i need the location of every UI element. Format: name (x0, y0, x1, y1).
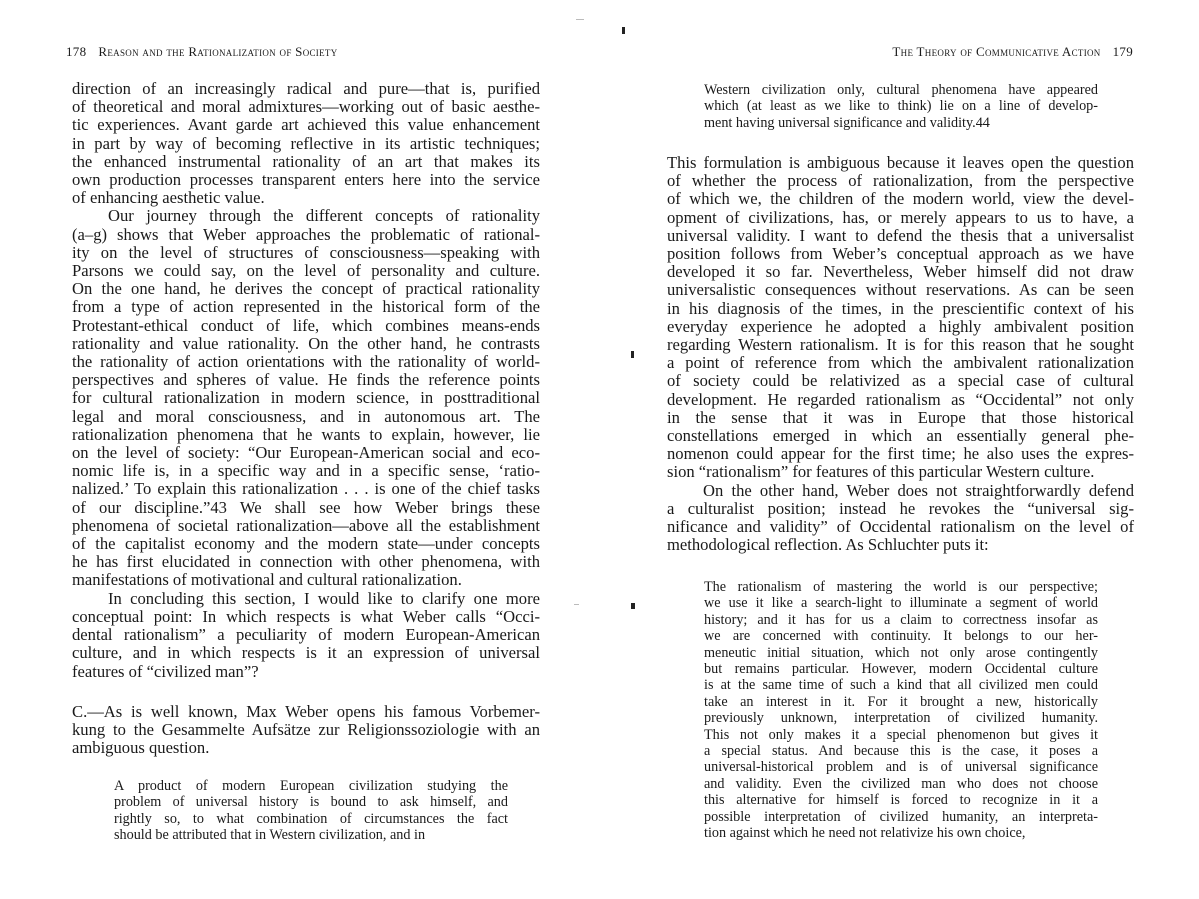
text-line: we use it like a search-light to illuminate a segment of world (704, 595, 1098, 612)
text-line: possible interpretation of civilized humanity, an interpreta- (704, 808, 1098, 825)
text-line: he has first elucidated in connection with other phenomena, with (72, 552, 540, 572)
left-block-quote (114, 778, 508, 844)
text-line: in his diagnosis of the times, in the prescientific context of his (667, 298, 1134, 318)
text-line: In concluding this section, I would like to clarify one more (108, 588, 540, 608)
text-line: previously unknown, interpretation of civilized humanity. (704, 710, 1098, 727)
left-paragraph-2 (72, 207, 540, 589)
text-line: of our discipline.”43 We shall see how Weber brings these (72, 497, 540, 517)
text-line: problem of universal history is bound to ask himself, and (114, 794, 508, 811)
text-line: A product of modern European civilization studying the (114, 778, 508, 794)
text-line: of society could be relativized as a special case of cultural (667, 371, 1134, 391)
text-line: universal-historical problem and is of universal significance (704, 759, 1098, 776)
text-line: in part by way of becoming reflective in its artistic techniques; (72, 133, 540, 153)
text-line: should be attributed that in Western civilization, and in (114, 827, 426, 844)
text-line: On the one hand, he derives the concept of practical rationality (72, 279, 540, 299)
left-paragraph-4 (72, 703, 540, 758)
text-line: kung to the Gesammelte Aufsätze zur Religionssoziologie with an (72, 720, 540, 740)
text-line: a point of reference from which the ambivalent rationalization (667, 353, 1134, 373)
right-block-quote-top (704, 82, 1098, 131)
text-line: conceptual point: In which respects is what Weber calls “Occi- (72, 606, 540, 626)
text-line: rightly so, to what combination of circumstances the fact (114, 810, 508, 827)
right-paragraph-1 (667, 154, 1134, 482)
text-line: this alternative for himself is forced to recognize in it a (704, 792, 1098, 809)
text-line: tic experiences. Avant garde art achieved this value enhancement (72, 115, 540, 135)
right-running-head (892, 44, 1133, 60)
right-page (600, 0, 1199, 899)
text-line: development. He regarded rationalism as “Occidental” not only (667, 389, 1134, 409)
text-line: ambiguous question. (72, 738, 210, 758)
text-line: but remains particular. However, modern Occidental culture (704, 661, 1098, 678)
text-line: tion against which he need not relativize his own choice, (704, 825, 1026, 842)
text-line: regarding Western rationalism. It is for this reason that he sought (667, 335, 1134, 355)
text-line: nificance and validity” of Occidental rationalism on the level of (667, 517, 1134, 537)
text-line: the enhanced instrumental rationality of an art that makes its (72, 151, 540, 171)
text-line: on the level of society: “Our European-American social and eco- (72, 443, 540, 463)
text-line: perspectives and spheres of value. He finds the reference points (72, 370, 540, 390)
text-line: opment of civilizations, has, or merely appears to us to have, a (667, 207, 1134, 227)
text-line: This not only makes it a special phenomenon but gives it (704, 726, 1098, 743)
left-paragraph-3 (72, 590, 540, 681)
text-line: features of “civilized man”? (72, 661, 259, 681)
text-line: of which we, the children of the modern world, view the devel- (667, 189, 1134, 209)
text-line: from a type of action represented in the historical form of the (72, 297, 540, 317)
text-line: of the capitalist economy and the modern state—under concepts (72, 534, 540, 554)
text-line: This formulation is ambiguous because it leaves open the question (667, 153, 1134, 172)
text-line: manifestations of motivational and cultural rationalization. (72, 570, 462, 590)
text-line: Protestant-ethical conduct of life, which combines means-ends (72, 315, 540, 335)
scan-speck (574, 604, 579, 605)
text-line: Western civilization only, cultural phenomena have appeared (704, 82, 1098, 98)
text-line: rationality and value rationality. On the other hand, he contrasts (72, 333, 540, 353)
text-line: methodological reflection. As Schluchter puts it: (667, 535, 989, 555)
text-line: culture, and in which respects is it an expression of universal (72, 643, 540, 663)
text-line: a culturalist position; instead he revokes the “universal sig- (667, 498, 1134, 518)
left-running-head-title: Reason and the Rationalization of Society (98, 44, 338, 59)
right-paragraph-2 (667, 482, 1134, 555)
text-line: Parsons we could say, on the level of personality and culture. (72, 261, 540, 281)
left-body-text (72, 80, 540, 681)
text-line: is at the same time of such a kind that all civilized men could (704, 677, 1098, 694)
text-line: and validity. Even the civilized man who does not choose (704, 775, 1098, 792)
text-line: of enhancing aesthetic value. (72, 188, 265, 208)
text-line: we are concerned with continuity. It belongs to our her- (704, 628, 1098, 645)
text-line: in the sense that it was in Europe that those historical (667, 407, 1134, 427)
right-block-quote-bottom (704, 579, 1098, 842)
right-page-number: 179 (1112, 44, 1133, 59)
right-body-text (667, 154, 1134, 554)
left-section-c (72, 703, 540, 758)
text-line: position follows from Weber’s conceptual approach as we have (667, 244, 1134, 264)
text-line: universal validity. I want to defend the thesis that a universalist (667, 225, 1134, 245)
text-line: Our journey through the different concepts of rationality (108, 206, 540, 226)
text-line: nomenon could appear for the first time; he also uses the expres- (667, 444, 1134, 464)
text-line: (a–g) shows that Weber approaches the problematic of rational- (72, 224, 540, 244)
text-line: everyday experience he adopted a highly ambivalent position (667, 316, 1134, 336)
text-line: of theoretical and moral admixtures—working out of basic aesthe- (72, 97, 540, 117)
scan-speck (576, 19, 584, 20)
text-line: nomic life is, in a specific way and in a specific sense, ‘ratio- (72, 461, 540, 481)
scan-speck (622, 27, 625, 34)
text-line: direction of an increasingly radical and pure—that is, purified (72, 79, 540, 98)
text-line: On the other hand, Weber does not straightforwardly defend (703, 480, 1134, 500)
scan-speck (631, 351, 634, 358)
text-line: dental rationalism” a peculiarity of modern European-American (72, 625, 540, 645)
text-line: phenomena of societal rationalization—above all the establishment (72, 515, 540, 535)
left-page-number: 178 (66, 44, 87, 59)
left-page (0, 0, 599, 899)
text-line: universalistic consequences without reservations. As can be seen (667, 280, 1134, 300)
text-line: rationalization phenomena that he wants to explain, however, lie (72, 424, 540, 444)
text-line: history; and it has for us a claim to correctness insofar as (704, 611, 1098, 628)
left-running-head (66, 44, 338, 60)
text-line: sion “rationalism” for features of this particular Western culture. (667, 462, 1095, 482)
text-line: nalized.’ To explain this rationalization . . . is one of the chief tasks (72, 479, 540, 499)
text-line: a special status. And because this is the case, it poses a (704, 743, 1098, 760)
text-line: own production processes transparent enters here into the service (72, 170, 540, 190)
text-line: constellations emerged in which an essentially general phe- (667, 426, 1134, 446)
left-paragraph-1 (72, 80, 540, 207)
text-line: the rationality of action orientations with the rationality of world- (72, 352, 540, 372)
text-line: legal and moral consciousness, and in autonomous art. The (72, 406, 540, 426)
text-line: ment having universal significance and validity.44 (704, 114, 990, 131)
scan-speck (631, 603, 635, 609)
text-line: C.—As is well known, Max Weber opens his famous Vorbemer- (72, 702, 540, 721)
text-line: take an interest in it. For it brought a new, historically (704, 693, 1098, 710)
text-line: which (at least as we like to think) lie on a line of develop- (704, 98, 1098, 115)
text-line: for cultural rationalization in modern science, in posttraditional (72, 388, 540, 408)
text-line: developed it so far. Nevertheless, Weber himself did not draw (667, 262, 1134, 282)
text-line: The rationalism of mastering the world is our perspective; (704, 579, 1098, 595)
right-running-head-title: The Theory of Communicative Action (892, 44, 1101, 59)
text-line: ity on the level of structures of consciousness—speaking with (72, 242, 540, 262)
text-line: meneutic initial situation, which not only arose contingently (704, 644, 1098, 661)
text-line: of whether the process of rationalization, from the perspective (667, 171, 1134, 191)
